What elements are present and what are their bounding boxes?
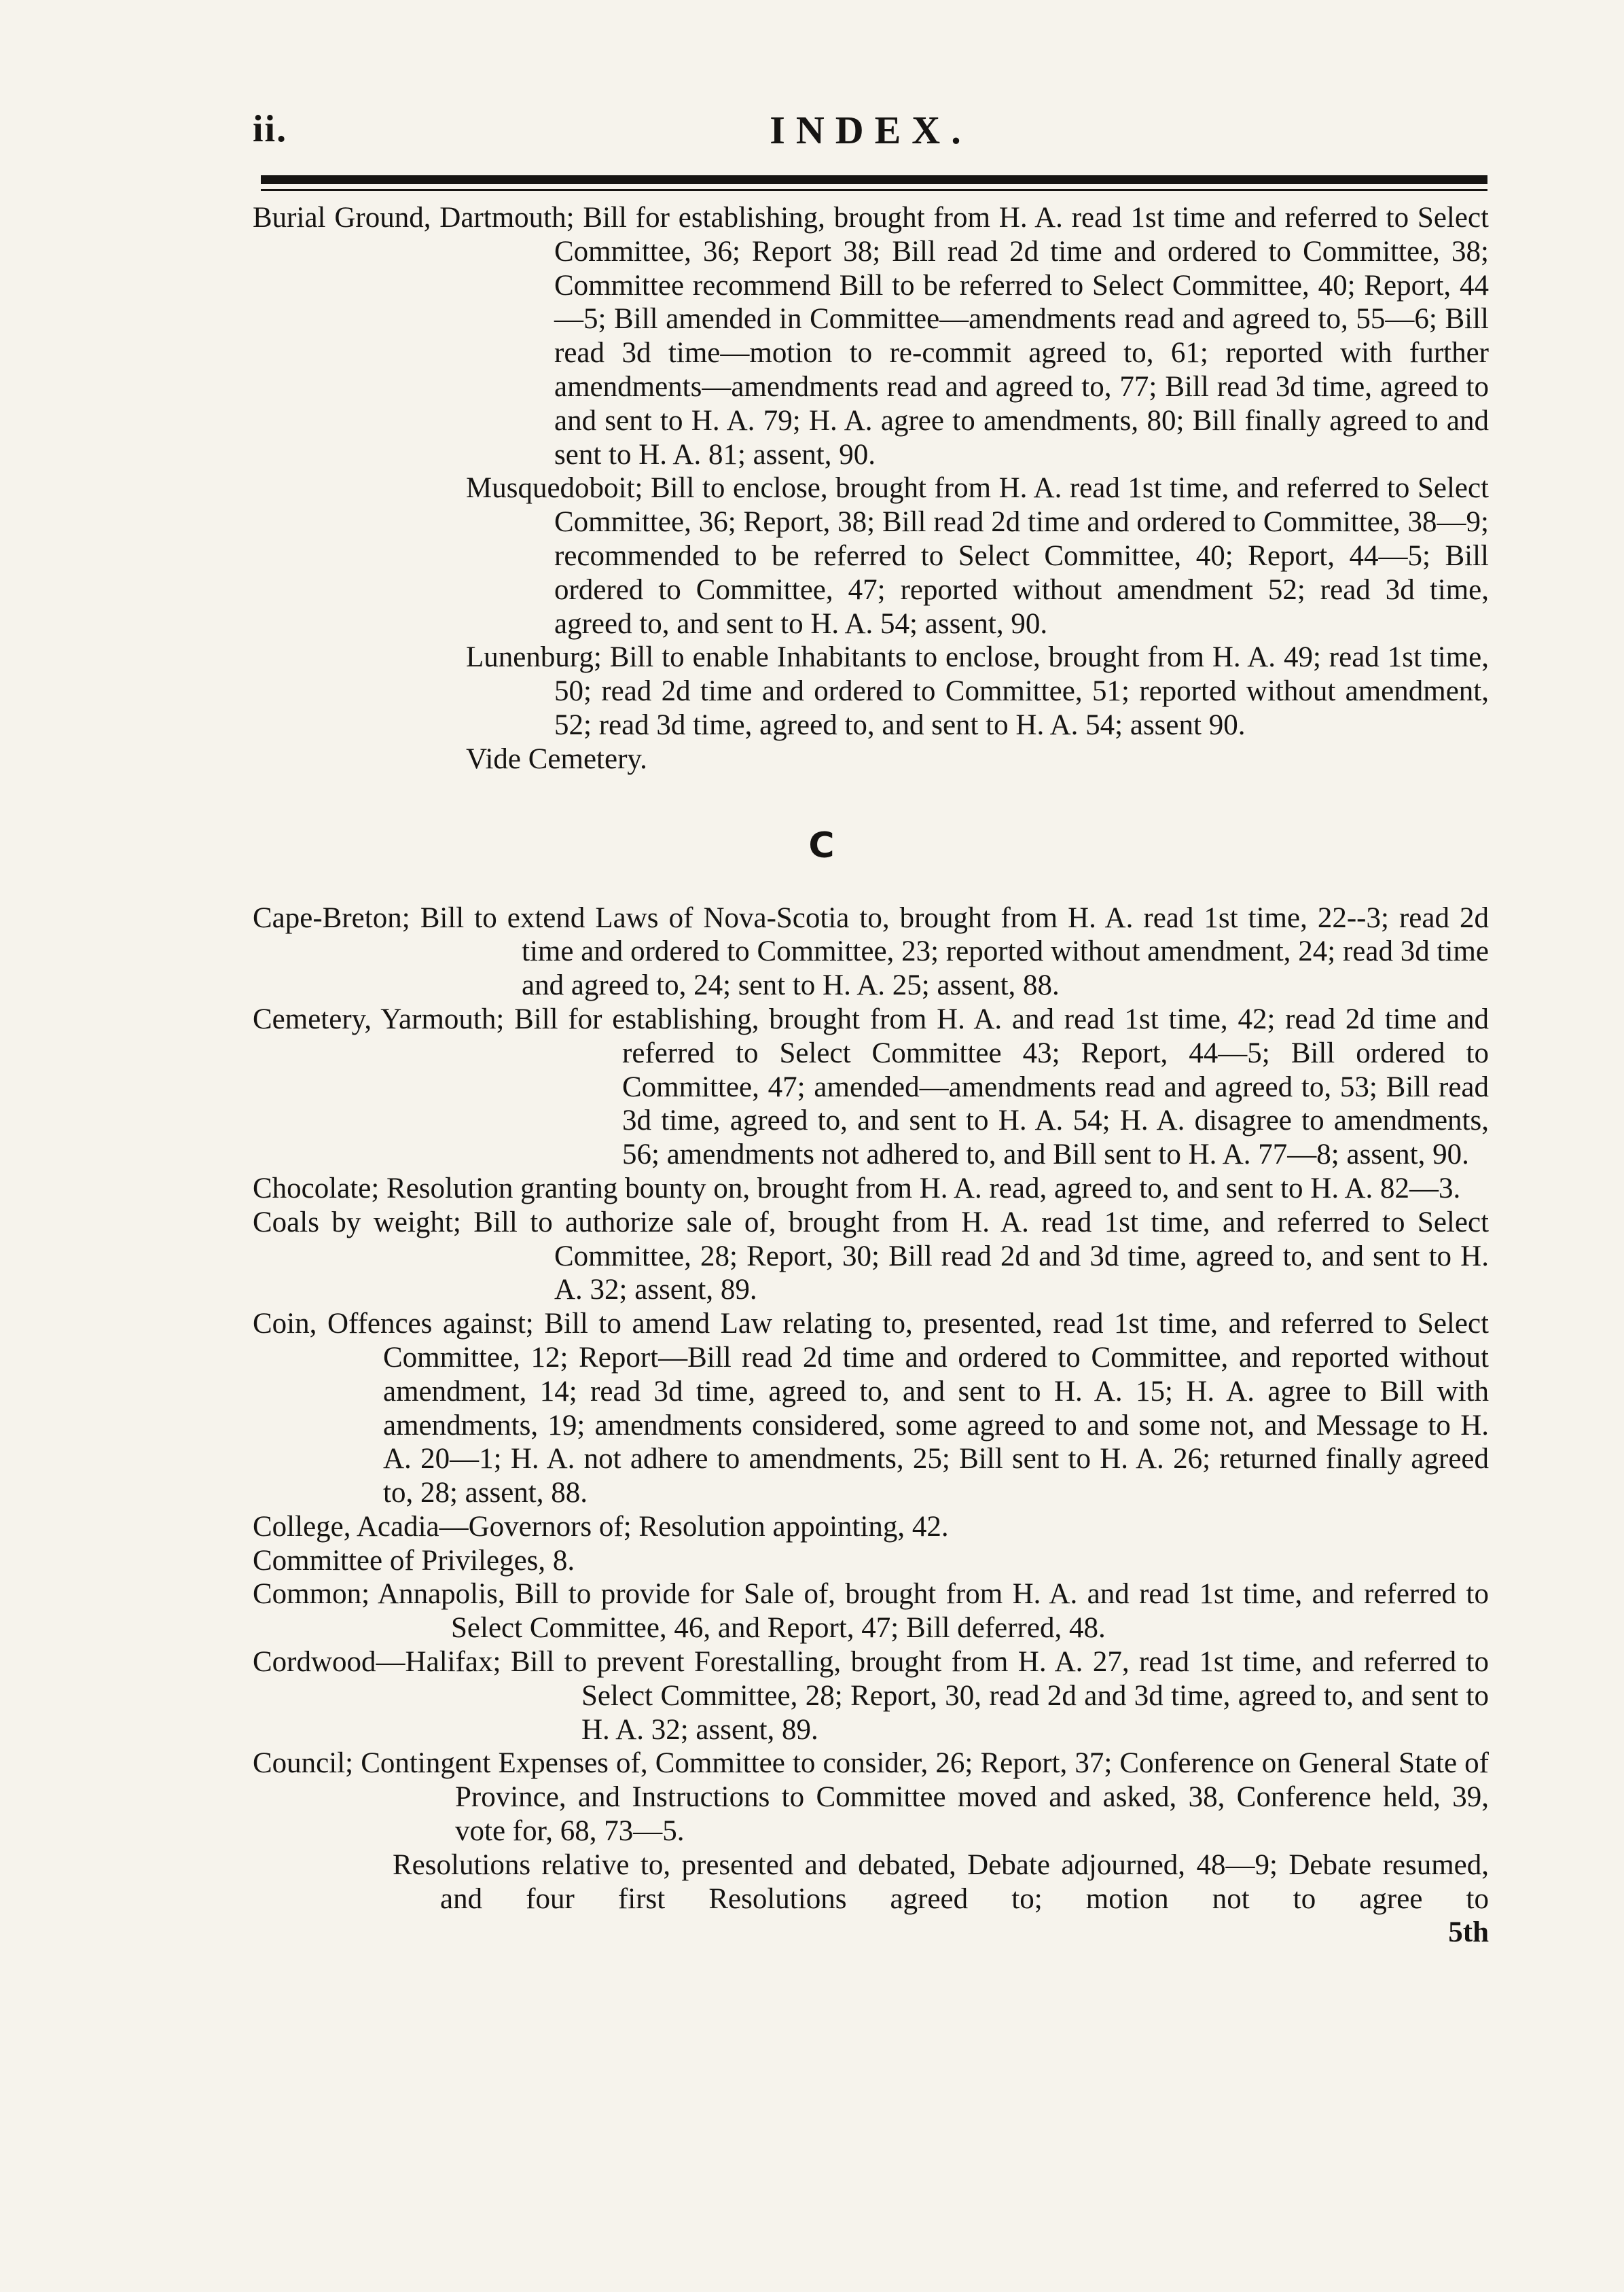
running-head: [253, 107, 1489, 162]
entry-text: Resolution appointing, 42.: [638, 1510, 949, 1543]
index-entry-council-resolutions: [393, 1848, 1489, 1916]
entry-text: Resolution granting bounty on, brought from H. A. read, agreed to, and sent to H. A. 82—3.: [386, 1172, 1461, 1204]
entry-term: Musquedoboit;: [466, 472, 643, 505]
entry-text: Bill to extend Laws of Nova-Scotia to, brought from H. A. read 1st time, 22--3; read 2d time and ordered to Committee, 23; reported without amendment, 24; read 3d time and agreed to, 24; sent to H. A. 25; assent, 88.: [420, 901, 1490, 1002]
entry-term: Burial Ground, Dartmouth;: [253, 202, 575, 234]
entry-term: Vide Cemetery.: [466, 742, 647, 775]
entry-term: Cape-Breton;: [253, 901, 410, 934]
entry-term: Committee of Privileges, 8.: [253, 1544, 575, 1577]
index-entry-lunenburg: [466, 641, 1489, 742]
entry-term: Common; Annapolis,: [253, 1578, 505, 1611]
entry-term: Cemetery, Yarmouth;: [253, 1003, 505, 1035]
header-rule-thin: [261, 189, 1487, 191]
entry-term: Coin, Offences against;: [253, 1308, 534, 1340]
index-entry-cape-breton: [253, 901, 1490, 1003]
index-entry-coin-offences: [253, 1307, 1489, 1510]
entry-text: Bill to enable Inhabitants to enclose, brought from H. A. 49; read 1st time, 50; read 2d time and ordered to Committee, 51; reported without amendment, 52; read 3d time, agreed to, and sent to H. A. 54; assent 90.: [554, 641, 1489, 741]
entry-text: Contingent Expenses of, Committee to consider, 26; Report, 37; Conference on General State of Province, and Instructions to Committee moved and asked, 38, Conference held, 39, vote for, 68, 73—5.: [361, 1747, 1489, 1848]
entry-term: Lunenburg;: [466, 641, 602, 674]
index-body: [0, 201, 1624, 1950]
entry-text: Bill to provide for Sale of, brought from H. A. and read 1st time, and referred to Select Committee, 46, and Report, 47; Bill deferred, 48.: [451, 1578, 1490, 1645]
entry-text: Resolutions relative to, presented and debated, Debate adjourned, 48—9; Debate resumed, and four first Resolutions agreed to; motion not to agree to: [393, 1848, 1489, 1915]
index-entry-college-acadia: [253, 1510, 1489, 1544]
header-rule-thick: [261, 175, 1487, 184]
entry-text: Bill for establishing, brought from H. A. and read 1st time, 42; read 2d time and referred to Select Committee 43; Report, 44—5; Bill ordered to Committee, 47; amended—amendments read and agreed to, 53; Bill read 3d time, agreed to, and sent to H. A. 54; H. A. disagree to amendments, 56; amendments not adhered to, and Bill sent to H. A. 77—8; assent, 90.: [514, 1003, 1489, 1171]
index-entry-common-annapolis: [253, 1577, 1490, 1645]
entry-term: Coals by weight;: [253, 1206, 461, 1238]
page-title: INDEX.: [770, 108, 972, 152]
catchword-text: 5th: [1448, 1916, 1489, 1949]
catchword: [253, 1916, 1489, 1950]
page-number: ii.: [253, 108, 288, 150]
entry-text: Bill for establishing, brought from H. A. read 1st time and referred to Select Committee, 36; Report 38; Bill read 2d time and ordered to Committee, 38; Committee recommend Bill to be referred to Select Committee, 40; Report, 44—5; Bill amended in Committee—amendments read and agreed to, 55—6; Bill read 3d time—motion to re-commit agreed to, 61; reported with further amendments—amendments read and agreed to, 77; Bill read 3d time, agreed to and sent to H. A. 79; H. A. agree to amendments, 80; Bill finally agreed to and sent to H. A. 81; assent, 90.: [554, 202, 1489, 471]
entry-text: Bill to amend Law relating to, presented, read 1st time, and referred to Select Committee, 12; Report—Bill read 2d time and ordered to Committee, and reported without amendment, 14; read 3d time, agreed to, and sent to H. A. 15; H. A. agree to Bill with amendments, 19; amendments considered, some agreed to and some not, and Message to H. A. 20—1; H. A. not adhere to amendments, 25; Bill sent to H. A. 26; returned finally agreed to, 28; assent, 88.: [383, 1308, 1489, 1509]
entry-text: Bill to authorize sale of, brought from H. A. read 1st time, and referred to Select Committee, 28; Report, 30; Bill read 2d and 3d time, agreed to, and sent to H. A. 32; assent, 89.: [473, 1206, 1490, 1306]
entry-term: Chocolate;: [253, 1172, 380, 1204]
index-entry-vide-cemetery: [466, 742, 1489, 776]
index-entry-burial-ground: [253, 201, 1489, 471]
entry-term: Cordwood—Halifax;: [253, 1646, 501, 1679]
section-letter-c: C: [808, 825, 835, 866]
index-entry-chocolate: [253, 1172, 1489, 1206]
entry-term: Council;: [253, 1747, 354, 1780]
index-entry-committee-of-privileges: [253, 1544, 1489, 1578]
index-entry-coals-by-weight: [253, 1206, 1490, 1307]
entry-text: Bill to enclose, brought from H. A. read 1st time, and referred to Select Committee, 36; Report, 38; Bill read 2d time and ordered to Committee, 38—9; recommended to be referred to Select Committee, 40; Report, 44—5; Bill ordered to Committee, 47; reported without amendment 52; read 3d time, agreed to, and sent to H. A. 54; assent, 90.: [554, 472, 1490, 640]
entry-term: College, Acadia—Governors of;: [253, 1510, 632, 1543]
index-entry-council: [253, 1747, 1489, 1848]
entry-text: Bill to prevent Forestalling, brought from H. A. 27, read 1st time, and referred to Select Committee, 28; Report, 30, read 2d and 3d time, agreed to, and sent to H. A. 32; assent, 89.: [510, 1646, 1489, 1746]
index-entry-cordwood-halifax: [253, 1645, 1489, 1747]
index-entry-musquedoboit: [466, 471, 1490, 641]
index-entry-cemetery-yarmouth: [253, 1003, 1489, 1172]
